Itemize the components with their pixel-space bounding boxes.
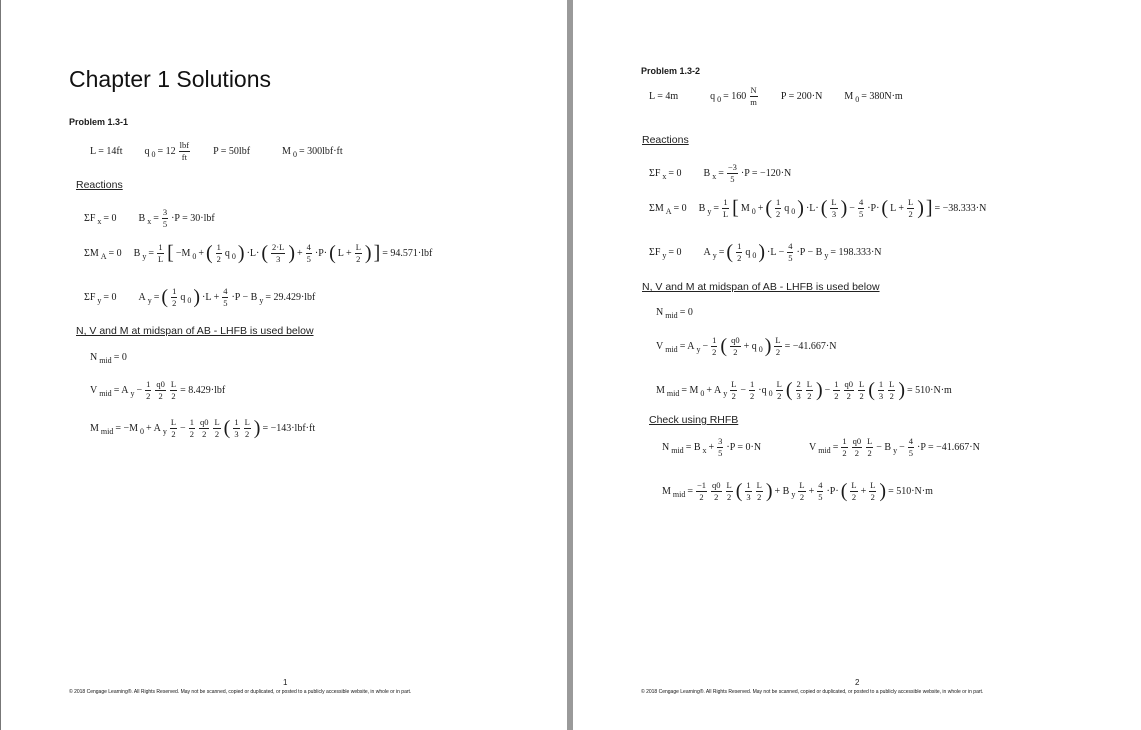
equation-v-mid: V mid = A y − $\frac{1}{2}$ ( $\frac{q0}{2}$ + q 0 ) $\frac{L}{2}$ = −41.667·N — [656, 335, 837, 357]
fraction: $\frac{1}{2}$ — [712, 335, 717, 357]
fraction: $\frac{L}{2}$ — [889, 379, 895, 401]
fraction: $\frac{L}{2}$ — [907, 197, 914, 219]
fraction: $\frac{L}{2}$ — [867, 436, 873, 458]
fraction: $\frac{1}{2}$ — [737, 241, 742, 263]
equation-n-mid: N mid = 0 — [656, 307, 693, 320]
fraction: $\frac{4}{5}$ — [306, 242, 311, 264]
fraction: $\frac{1}{L}$ — [157, 242, 164, 264]
equation-sum-ma: ΣM A = 0 B y = $\frac{1}{L}$ [ M 0 + ( $\frac{1}{2}$ q 0 ) ·L· ( $\frac{L}{3}$ ) − $\frac{4}{5}$ ·P· ( L + $\frac{L}{2}$ ) ] = −38.333·N — [649, 197, 987, 219]
fraction: $\frac{\text{lbf}}{ft}$ — [179, 140, 190, 162]
fraction: $\frac{-3}{5}$ — [727, 162, 737, 184]
fraction: $\frac{1}{3}$ — [234, 417, 239, 439]
fraction: $\frac{L}{2}$ — [170, 379, 177, 401]
equation-sum-fx: ΣF x = 0 B x = $\frac{3}{5}$ ·P = 30·lbf — [84, 207, 215, 229]
chapter-title: Chapter 1 Solutions — [69, 66, 272, 92]
fraction: $\frac{1}{2}$ — [146, 379, 151, 401]
equation-sum-fy: ΣF y = 0 A y = ( $\frac{1}{2}$ q 0 ) ·L + $\frac{4}{5}$ ·P − B y = 29.429·lbf — [84, 286, 316, 308]
fraction: $\frac{L}{2}$ — [776, 379, 782, 401]
fraction: $\frac{1}{2}$ — [172, 286, 177, 308]
page-number: 2 — [855, 678, 860, 687]
fraction: $\frac{3}{5}$ — [162, 207, 168, 229]
fraction: $\frac{1}{L}$ — [722, 197, 729, 219]
fraction: $\frac{-1}{2}$ — [697, 480, 707, 502]
document-page-1 — [0, 0, 567, 730]
equation-m-mid: M mid = −M 0 + A y $\frac{L}{2}$ − $\frac{1}{2}$ $\frac{q0}{2}$ $\frac{L}{2}$ ( $\frac{1}{3}$ $\frac{L}{2}$ ) = −143·lbf·ft — [90, 417, 316, 439]
fraction: $\frac{4}{5}$ — [858, 197, 864, 219]
section-heading-reactions: Reactions — [642, 134, 689, 146]
equation-sum-fy: ΣF y = 0 A y = ( $\frac{1}{2}$ q 0 ) ·L − $\frac{4}{5}$ ·P − B y = 198.333·N — [649, 241, 882, 263]
fraction: $\frac{L}{2}$ — [851, 480, 857, 502]
equation-sum-ma: ΣM A = 0 B y = $\frac{1}{L}$ [ −M 0 + ( $\frac{1}{2}$ q 0 ) ·L· ( $\frac{2\cdot L}{3}$ ) + $\frac{4}{5}$ ·P· ( L + $\frac{L}{2}$ ) ] = 94.571·lbf — [84, 242, 433, 264]
fraction: $\frac{N}{m}$ — [750, 85, 757, 107]
section-heading-check: Check using RHFB — [649, 414, 739, 426]
equation-m-mid: M mid = M 0 + A y $\frac{L}{2}$ − $\frac{1}{2}$ ·q 0 $\frac{L}{2}$ ( $\frac{2}{3}$ $\frac{L}{2}$ ) − $\frac{1}{2}$ $\frac{q0}{2}$ $\frac{L}{2}$ ( $\frac{1}{3}$ $\frac{L}{2}$ ) = 510·N·m — [656, 379, 952, 401]
fraction: $\frac{L}{2}$ — [775, 335, 781, 357]
fraction: $\frac{q0}{2}$ — [199, 417, 209, 439]
problem-title: Problem 1.3-2 — [641, 66, 701, 76]
page-number: 1 — [283, 678, 288, 687]
equation-v-mid: V mid = A y − $\frac{1}{2}$ $\frac{q0}{2}$ $\frac{L}{2}$ = 8.429·lbf — [90, 379, 226, 401]
fraction: $\frac{L}{2}$ — [870, 480, 876, 502]
fraction: $\frac{1}{2}$ — [776, 197, 781, 219]
equation-check-m: M mid = $\frac{-1}{2}$ $\frac{q0}{2}$ $\frac{L}{2}$ ( $\frac{1}{3}$ $\frac{L}{2}$ ) + B y $\frac{L}{2}$ + $\frac{4}{5}$ ·P· ( $\frac{L}{2}$ + $\frac{L}{2}$ ) = 510·N·m — [662, 480, 933, 502]
document-page-2 — [573, 0, 1141, 730]
fraction: $\frac{L}{2}$ — [355, 242, 361, 264]
fraction: $\frac{1}{3}$ — [878, 379, 884, 401]
fraction: $\frac{L}{2}$ — [756, 480, 762, 502]
fraction: $\frac{L}{2}$ — [731, 379, 737, 401]
copyright-footer: © 2018 Cengage Learning®. All Rights Reserved. May not be scanned, copied or duplicated, or posted to a publicly accessible website, in whole or in part. — [641, 689, 984, 695]
copyright-footer: © 2018 Cengage Learning®. All Rights Reserved. May not be scanned, copied or duplicated, or posted to a publicly accessible website, in whole or in part. — [69, 689, 412, 695]
fraction: $\frac{1}{2}$ — [189, 417, 194, 439]
section-heading-reactions: Reactions — [76, 179, 123, 191]
section-heading-midspan: N, V and M at midspan of AB - LHFB is used below — [642, 281, 880, 293]
equation-n-mid: N mid = 0 — [90, 352, 127, 365]
fraction: $\frac{1}{2}$ — [750, 379, 755, 401]
fraction: $\frac{L}{2}$ — [859, 379, 865, 401]
fraction: $\frac{L}{2}$ — [170, 417, 177, 439]
fraction: $\frac{L}{2}$ — [726, 480, 732, 502]
fraction: $\frac{q0}{2}$ — [712, 480, 721, 502]
fraction: $\frac{L}{2}$ — [806, 379, 812, 401]
fraction: $\frac{L}{2}$ — [799, 480, 805, 502]
fraction: $\frac{1}{2}$ — [834, 379, 839, 401]
fraction: $\frac{L}{3}$ — [831, 197, 837, 219]
problem-title: Problem 1.3-1 — [69, 117, 129, 127]
equation-sum-fx: ΣF x = 0 B x = $\frac{-3}{5}$ ·P = −120·N — [649, 162, 792, 184]
givens-line: L = 14ft q 0 = 12 $\frac{\text{lbf}}{ft}$ P = 50lbf M 0 = 300lbf·ft — [90, 140, 343, 162]
fraction: $\frac{4}{5}$ — [788, 241, 793, 263]
fraction: $\frac{4}{5}$ — [223, 286, 228, 308]
fraction: $\frac{q0}{2}$ — [852, 436, 862, 458]
fraction: $\frac{1}{2}$ — [216, 242, 221, 264]
fraction: $\frac{q0}{2}$ — [844, 379, 854, 401]
fraction: $\frac{4}{5}$ — [818, 480, 823, 502]
equation-check-v: V mid = $\frac{1}{2}$ $\frac{q0}{2}$ $\frac{L}{2}$ − B y − $\frac{4}{5}$ ·P = −41.667·N — [809, 436, 980, 458]
equation-check-n: N mid = B x + $\frac{3}{5}$ ·P = 0·N — [662, 436, 762, 458]
section-heading-midspan: N, V and M at midspan of AB - LHFB is used below — [76, 325, 314, 337]
fraction: $\frac{1}{2}$ — [842, 436, 847, 458]
fraction: $\frac{2}{3}$ — [796, 379, 801, 401]
fraction: $\frac{3}{5}$ — [718, 436, 723, 458]
fraction: $\frac{L}{2}$ — [214, 417, 220, 439]
fraction: $\frac{4}{5}$ — [908, 436, 913, 458]
fraction: $\frac{q0}{2}$ — [156, 379, 165, 401]
fraction: $\frac{1}{3}$ — [746, 480, 751, 502]
fraction: $\frac{2\cdot L}{3}$ — [272, 242, 285, 264]
fraction: $\frac{q0}{2}$ — [731, 335, 740, 357]
fraction: $\frac{L}{2}$ — [244, 417, 250, 439]
givens-line: L = 4m q 0 = 160 $\frac{N}{m}$ P = 200·N M 0 = 380N·m — [649, 85, 903, 107]
